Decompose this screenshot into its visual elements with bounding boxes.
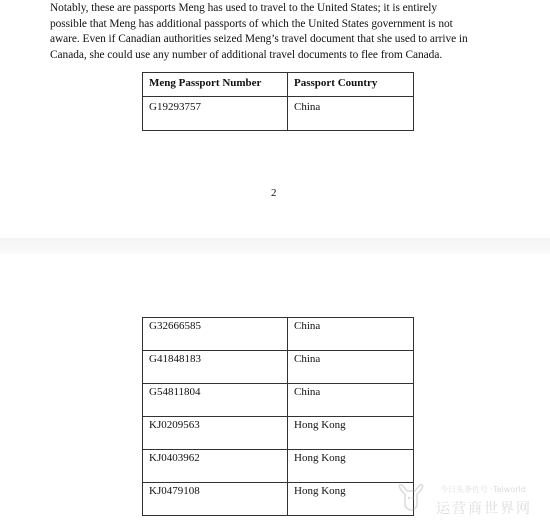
passport-number-cell: G19293757 [143,97,288,131]
paragraph-line: aware. Even if Canadian authorities seized Meng’s travel document that she used to arrive in [50,33,468,46]
table-row [143,97,414,131]
page-number: 2 [271,187,277,199]
passport-country-cell: Hong Kong [288,483,414,516]
bull-logo-icon [396,482,426,518]
paragraph-line: possible that Meng has additional passports of which the United States government is not [50,17,453,30]
header-passport-country: Passport Country [288,73,414,97]
table-row [143,384,414,417]
header-passport-number: Meng Passport Number [143,73,288,97]
document-page-1 [0,0,550,238]
passport-number-cell: G41848183 [143,351,288,384]
passport-country-cell: China [288,351,414,384]
paragraph-line: Canada, she could use any number of additional travel documents to flee from Canada. [50,48,443,61]
passport-number-cell: KJ0403962 [143,450,288,483]
watermark [396,482,548,522]
watermark-line-1: 今日头条佐号 ·Telworld [440,485,526,494]
body-paragraph [50,1,520,63]
passport-country-cell: China [288,97,414,131]
passport-number-cell: KJ0479108 [143,483,288,516]
passport-number-cell: G54811804 [143,384,288,417]
passport-country-cell: China [288,318,414,351]
table-header-row [143,73,414,97]
passport-country-cell: China [288,384,414,417]
passport-country-cell: Hong Kong [288,417,414,450]
table-row [143,450,414,483]
table-row [143,318,414,351]
passport-table [142,72,414,131]
table-row [143,483,414,516]
passport-number-cell: G32666585 [143,318,288,351]
table-row [143,417,414,450]
table-row [143,351,414,384]
passport-country-cell: Hong Kong [288,450,414,483]
paragraph-line: Notably, these are passports Meng has used to travel to the United States; it is entirely [50,2,438,14]
page-separator [0,238,550,254]
watermark-line-2: 运营商世界网 [436,501,532,517]
passport-number-cell: KJ0209563 [143,417,288,450]
passport-table-continued [142,317,414,516]
